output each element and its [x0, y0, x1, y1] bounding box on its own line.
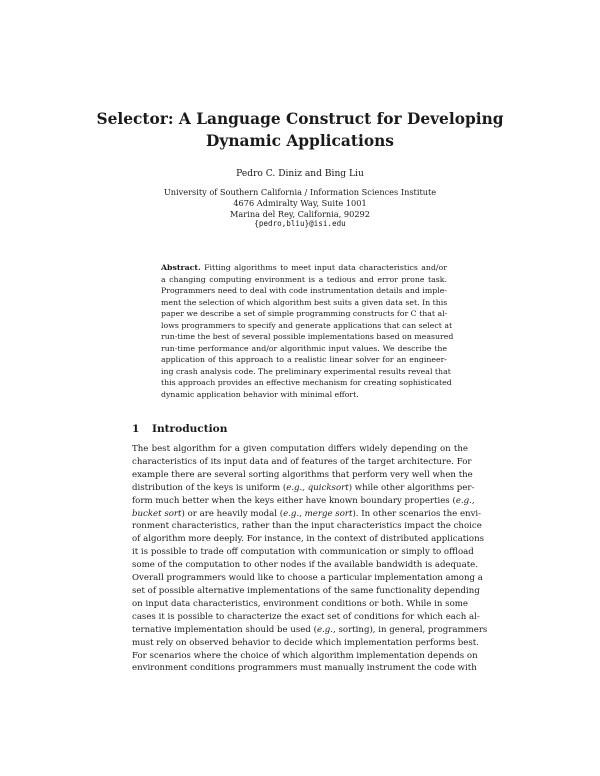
abstract-line: a changing computing environment is a tedious and error prone task.	[161, 274, 447, 284]
body-line	[132, 495, 475, 508]
abstract-line: Programmers need to deal with code instrumentation details and imple-	[161, 286, 447, 295]
section-title: Introduction	[152, 423, 228, 435]
body-italic-text: e.g., merge sort	[283, 508, 353, 519]
abstract-line-text: Fitting algorithms to meet input data characteristics and/or	[204, 263, 447, 272]
title-line-1: Selector: A Language Construct for Developing	[96, 110, 504, 128]
body-text: distribution of the keys is uniform (	[132, 482, 287, 493]
abstract-line: application of this approach to a realistic linear solver for an engineer-	[161, 355, 447, 364]
abstract-line	[161, 262, 447, 274]
body-text: , sorting), in general, programmers	[333, 624, 488, 635]
title-line-2: Dynamic Applications	[206, 132, 394, 150]
affiliation-institution: University of Southern California / Information Sciences Institute	[163, 187, 437, 197]
introduction-paragraph	[132, 443, 488, 675]
abstract-line: dynamic application behavior with minimal effort.	[161, 389, 359, 399]
body-line: characteristics of its input data and of features of the target architecture. For	[132, 456, 472, 467]
body-line: on input data characteristics, environment conditions or both. While in some	[132, 598, 468, 609]
body-line	[132, 624, 488, 637]
body-line: some of the computation to other nodes if the available bandwidth is adequate.	[132, 560, 478, 571]
body-line: must rely on observed behavior to decide which implementation performs best.	[132, 637, 479, 648]
abstract-line: run-time the best of several possible implementations based on measured	[161, 332, 454, 341]
abstract-line: ment the selection of which algorithm best suits a given data set. In this	[161, 297, 448, 307]
section-number: 1	[132, 423, 140, 435]
body-italic-text: e.g.,	[455, 495, 475, 506]
abstract-line: ing crash analysis code. The preliminary experimental results reveal that	[161, 366, 451, 376]
body-text: form much better when the keys either have known boundary properties (	[132, 495, 456, 506]
author-list: Pedro C. Diniz and Bing Liu	[236, 169, 364, 179]
affiliation-email: {pedro,bliu}@isi.edu	[254, 219, 346, 229]
body-line: example there are several sorting algorithms that perform very well when the	[132, 469, 473, 480]
body-text: ternative implementation should be used (	[132, 624, 317, 635]
affiliation-city: Marina del Rey, California, 90292	[230, 208, 370, 219]
body-text: ). In other scenarios the envi-	[352, 508, 482, 519]
body-italic-text: e.g., quicksort	[286, 482, 349, 493]
body-line: it is possible to trade off computation with communication or simply to offload	[132, 547, 474, 558]
body-text: ) or are heavily modal (	[181, 508, 284, 519]
abstract	[161, 262, 454, 400]
abstract-line: paper we describe a set of simple programming constructs for C that al-	[161, 309, 448, 318]
paper-title	[0, 108, 600, 152]
affiliation-block	[0, 187, 600, 230]
body-line: of algorithm more deeply. For instance, in the context of distributed applications	[132, 534, 485, 545]
body-line: ronment characteristics, rather than the input characteristics impact the choice	[132, 521, 482, 532]
body-line: Overall programmers would like to choose a particular implementation among a	[132, 573, 483, 584]
body-line: set of possible alternative implementations of the same functionality depending	[132, 585, 480, 596]
affiliation-street: 4676 Admiralty Way, Suite 1001	[233, 197, 367, 208]
body-line: The best algorithm for a given computation differs widely depending on the	[132, 444, 468, 454]
body-line: environment conditions programmers must manually instrument the code with	[132, 663, 477, 674]
abstract-line: lows programmers to specify and generate applications that can select at	[161, 320, 453, 330]
body-line: cases it is possible to characterize the exact set of conditions for which each al-	[132, 611, 480, 622]
section-heading	[132, 422, 468, 436]
body-italic-text: bucket sort	[132, 508, 182, 519]
abstract-line: this approach provides an effective mechanism for creating sophisticated	[161, 378, 452, 387]
body-text: ) while other algorithms per-	[348, 482, 475, 493]
body-line	[132, 508, 482, 521]
body-line	[132, 482, 475, 495]
body-line: For scenarios where the choice of which algorithm implementation depends on	[132, 650, 478, 661]
body-italic-text: e.g.	[316, 624, 334, 635]
abstract-line: run-time performance and/or algorithmic input values. We describe the	[161, 343, 447, 353]
abstract-label: Abstract.	[161, 263, 201, 272]
